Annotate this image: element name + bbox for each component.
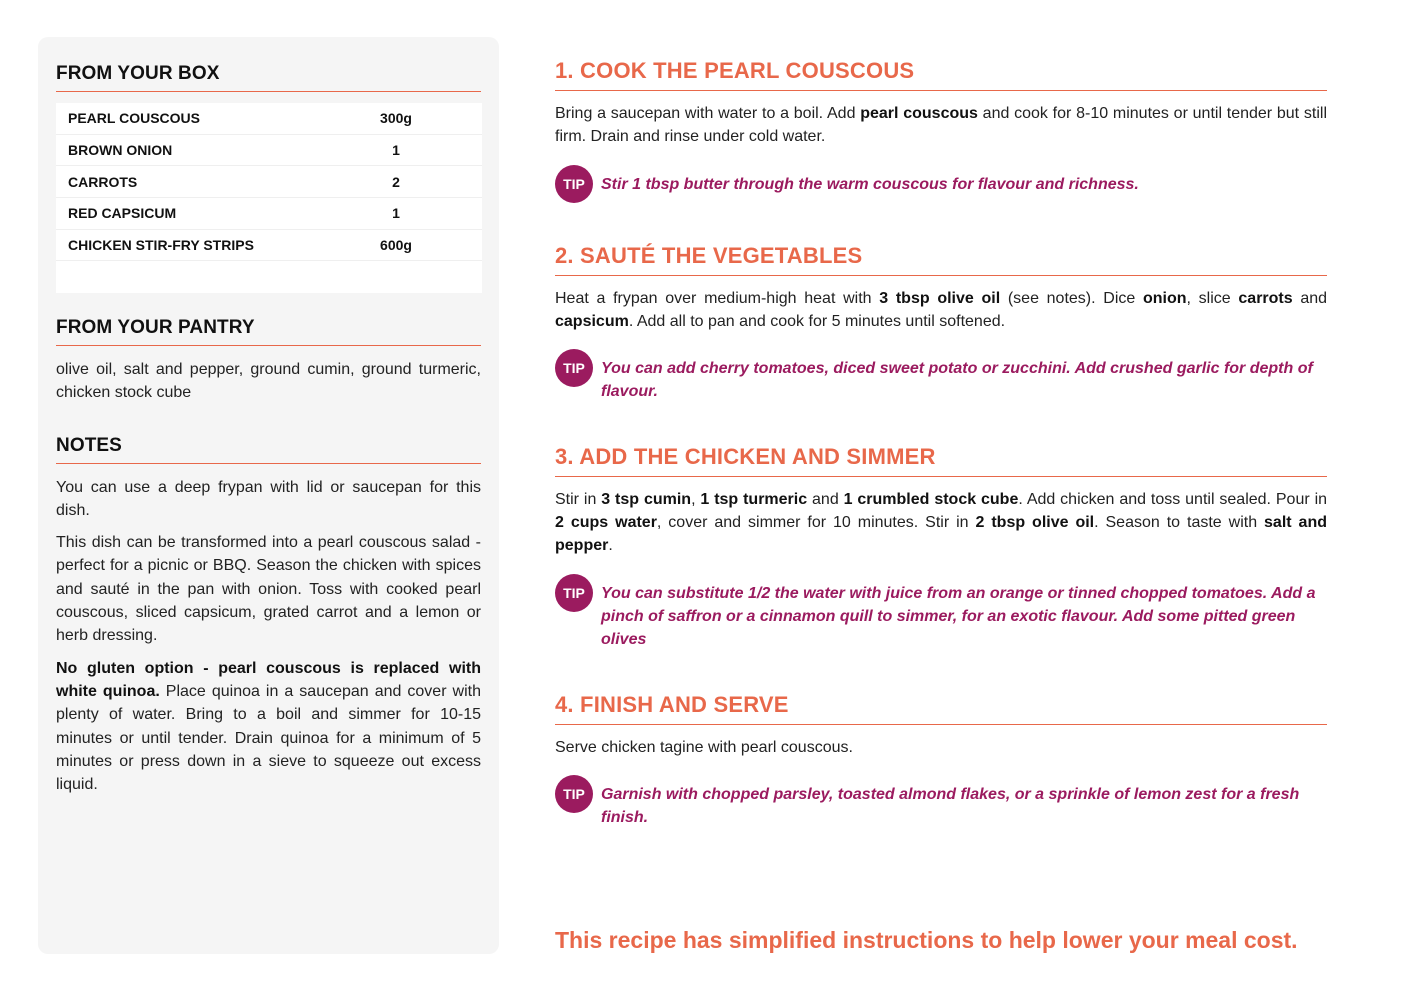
- ingredient-name: BROWN ONION: [68, 142, 173, 159]
- text-bold: 1 tsp turmeric: [700, 490, 808, 508]
- note-paragraph: You can use a deep frypan with lid or saucepan for this dish.: [56, 478, 481, 519]
- step-heading: 2. SAUTÉ THE VEGETABLES: [555, 243, 1327, 276]
- text-run: (see notes). Dice: [1000, 289, 1143, 307]
- ingredient-qty: 2: [392, 173, 400, 190]
- ingredient-qty: 300g: [380, 110, 412, 127]
- note-bold: No gluten option - pearl couscous is replaced with white quinoa.: [56, 659, 481, 700]
- text-run: , slice: [1186, 289, 1239, 307]
- ingredient-qty: 1: [392, 142, 400, 159]
- table-row: [56, 230, 482, 262]
- text-run: and cook for 8-10 minutes or until tender but still firm. Drain and rinse under cold water.: [555, 105, 1327, 146]
- tip-block: [555, 574, 1327, 652]
- tip-badge: TIP: [555, 349, 593, 387]
- tip-block: [555, 165, 1327, 203]
- text-bold: capsicum: [555, 312, 629, 330]
- text-bold: salt and pepper: [555, 514, 1327, 555]
- ingredient-qty: 1: [392, 205, 400, 222]
- tip-badge: TIP: [555, 775, 593, 813]
- ingredient-name: PEARL COUSCOUS: [68, 110, 200, 127]
- pantry-text: olive oil, salt and pepper, ground cumin, ground turmeric, chicken stock cube: [56, 361, 481, 402]
- note-paragraph: This dish can be transformed into a pearl couscous salad - perfect for a picnic or BBQ. Season the chicken with spices and sauté in the pan with onion. Toss with cooked pearl couscous, sliced capsicum, grated carrot and a lemon or herb dressing.: [56, 534, 481, 645]
- footer-note: This recipe has simplified instructions to help lower your meal cost.: [555, 927, 1298, 953]
- step-1: [555, 58, 1327, 203]
- step-2: [555, 243, 1327, 404]
- text-run: Bring a saucepan with water to a boil. Add: [555, 105, 861, 122]
- step-4: [555, 692, 1327, 830]
- sidebar-panel: [38, 37, 499, 954]
- notes-heading: NOTES: [56, 435, 481, 464]
- notes-body: [56, 476, 481, 797]
- tip-badge: TIP: [555, 574, 593, 612]
- ingredient-qty: 600g: [380, 237, 412, 254]
- text-bold: onion: [1142, 289, 1187, 307]
- box-ingredients-table: [56, 103, 482, 293]
- table-row: [56, 135, 482, 167]
- table-row: [56, 198, 482, 230]
- step-text: [555, 287, 1327, 334]
- pantry-heading: FROM YOUR PANTRY: [56, 317, 481, 346]
- text-run: , cover and simmer for 10 minutes. Stir in: [656, 514, 976, 532]
- text-run: . Add all to pan and cook for 5 minutes until softened.: [628, 312, 1006, 330]
- text-run: .: [608, 537, 613, 555]
- table-row: [56, 103, 482, 135]
- step-heading: 1. COOK THE PEARL COUSCOUS: [555, 58, 1327, 91]
- tip-text: You can substitute 1/2 the water with juice from an orange or tinned chopped tomatoes. Add a pinch of saffron or a cinnamon quill to simmer, for an exotic flavour. Add some pitted green olives: [601, 584, 1316, 649]
- text-run: and: [807, 490, 844, 508]
- tip-text: Stir 1 tbsp butter through the warm couscous for flavour and richness.: [601, 175, 1139, 193]
- box-heading: FROM YOUR BOX: [56, 63, 481, 92]
- text-bold: carrots: [1238, 289, 1293, 307]
- tip-text: You can add cherry tomatoes, diced sweet potato or zucchini. Add crushed garlic for depth of flavour.: [601, 360, 1313, 401]
- method-column: [555, 58, 1327, 829]
- text-run: . Add chicken and toss until sealed. Pour in: [1018, 490, 1328, 508]
- text-run: Heat a frypan over medium-high heat with: [555, 289, 880, 307]
- table-row: [56, 166, 482, 198]
- text-bold: pearl couscous: [860, 105, 978, 122]
- text-bold: 3 tbsp olive oil: [879, 289, 1001, 307]
- note-text: Place quinoa in a saucepan and cover with plenty of water. Bring to a boil and simmer for 10-15 minutes or until tender. Drain quinoa for a minimum of 5 minutes or press down in a sieve to squeeze out excess liquid.: [56, 682, 482, 794]
- step-3: [555, 444, 1327, 652]
- step-text: Serve chicken tagine with pearl couscous.: [555, 738, 853, 756]
- tip-text: Garnish with chopped parsley, toasted almond flakes, or a sprinkle of lemon zest for a fresh finish.: [601, 785, 1300, 827]
- text-run: ,: [691, 490, 701, 508]
- ingredient-name: RED CAPSICUM: [68, 205, 177, 222]
- step-text: [555, 102, 1327, 149]
- ingredient-name: CHICKEN STIR-FRY STRIPS: [68, 237, 254, 254]
- step-heading: 4. FINISH AND SERVE: [555, 692, 1327, 725]
- tip-badge: TIP: [555, 165, 593, 203]
- step-text: [555, 488, 1327, 558]
- text-run: . Season to taste with: [1094, 514, 1265, 532]
- step-heading: 3. ADD THE CHICKEN AND SIMMER: [555, 444, 1327, 477]
- text-bold: 3 tsp cumin: [601, 490, 692, 508]
- tip-block: [555, 775, 1327, 830]
- text-bold: 1 crumbled stock cube: [843, 490, 1019, 508]
- text-run: and: [1292, 289, 1328, 307]
- text-bold: 2 tbsp olive oil: [975, 514, 1095, 532]
- tip-block: [555, 349, 1327, 404]
- text-run: Stir in: [555, 490, 602, 508]
- note-paragraph: [56, 657, 481, 797]
- ingredient-name: CARROTS: [68, 173, 138, 190]
- text-bold: 2 cups water: [555, 514, 657, 532]
